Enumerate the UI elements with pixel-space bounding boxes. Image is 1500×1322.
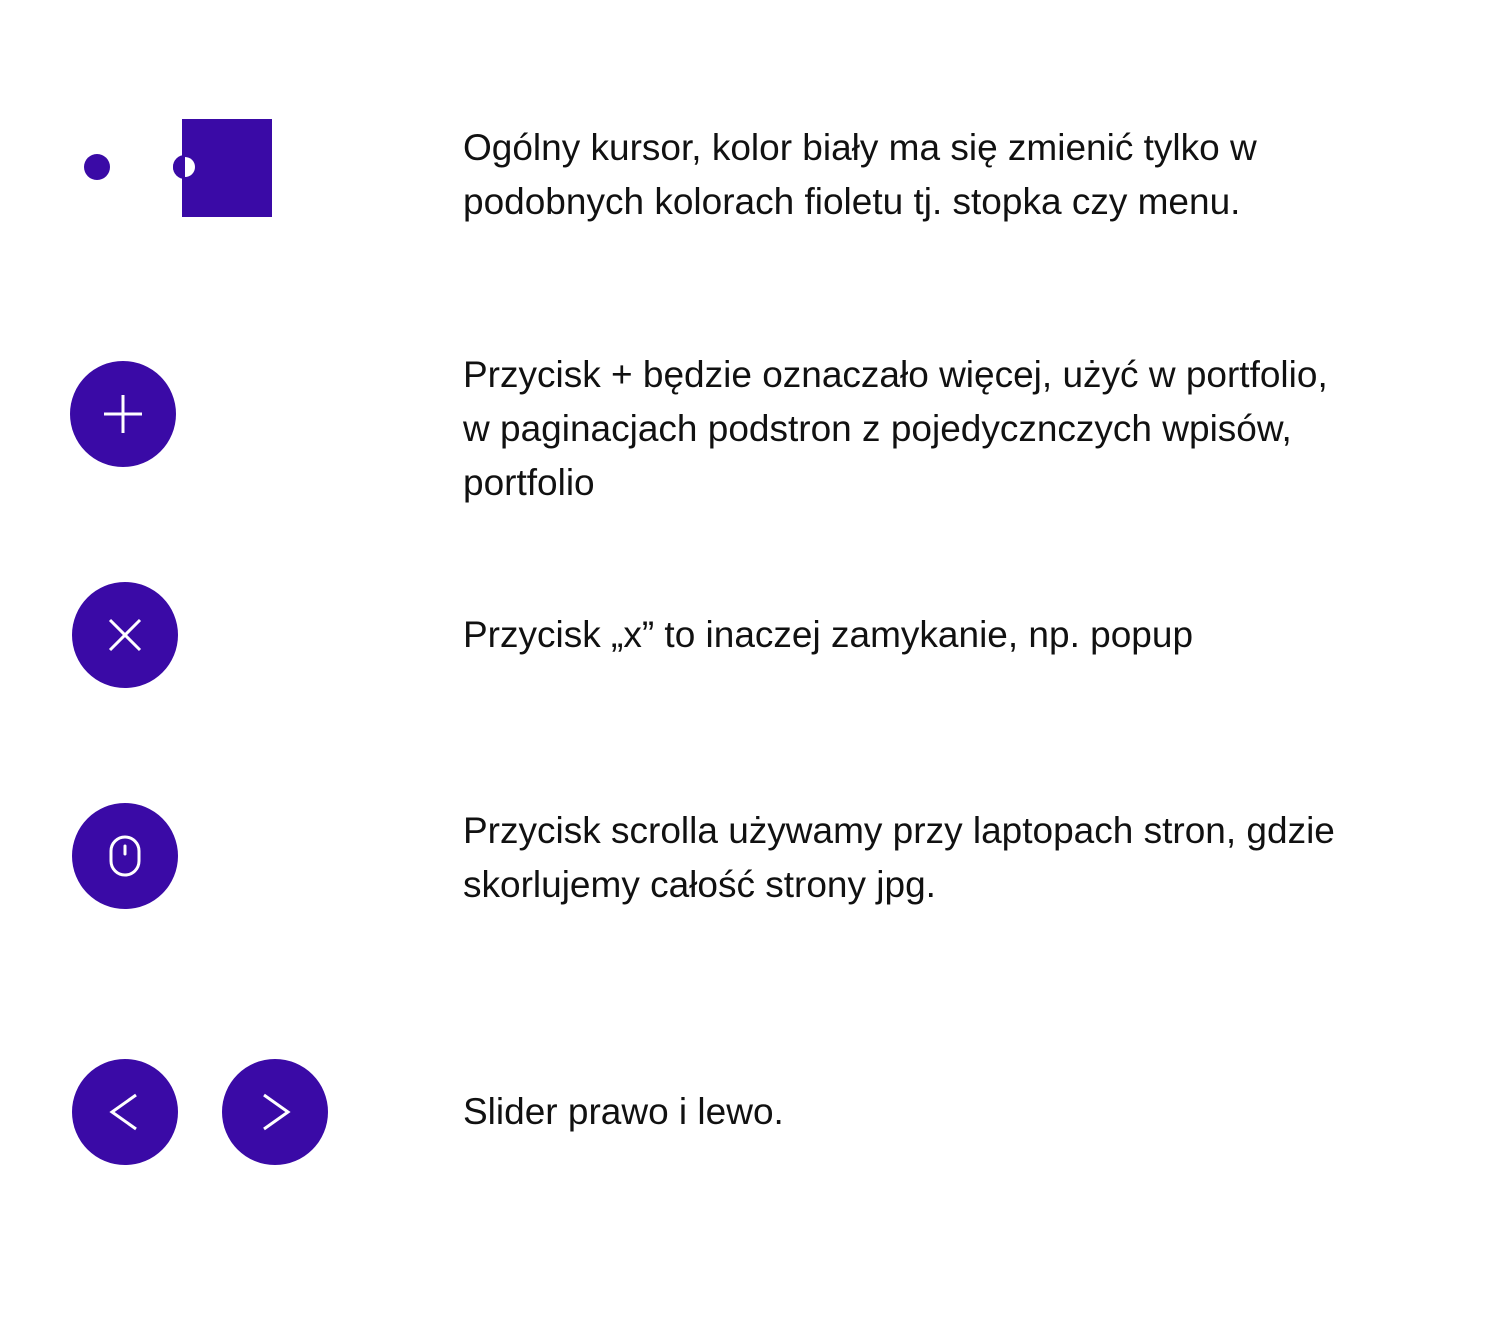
close-icon (72, 582, 178, 688)
plus-description: Przycisk + będzie oznaczało więcej, użyć w portfolio, w paginacjach podstron z pojedycznczych wpisów, portfolio (463, 354, 1328, 503)
close-description: Przycisk „x” to inaczej zamykanie, np. popup (463, 614, 1194, 655)
slider-description: Slider prawo i lewo. (463, 1091, 784, 1132)
cursor-square-icon (172, 119, 272, 217)
chevron-right-icon (222, 1059, 328, 1165)
scroll-button[interactable] (72, 803, 178, 909)
plus-button[interactable] (70, 361, 176, 467)
slider-prev-button[interactable] (72, 1059, 178, 1165)
chevron-left-icon (72, 1059, 178, 1165)
cursor-dot-icon (84, 154, 110, 180)
scroll-description: Przycisk scrolla używamy przy laptopach stron, gdzie skorlujemy całość strony jpg. (463, 810, 1335, 905)
mouse-scroll-icon (72, 803, 178, 909)
plus-icon (70, 361, 176, 467)
close-button[interactable] (72, 582, 178, 688)
cursor-description: Ogólny kursor, kolor biały ma się zmienić tylko w podobnych kolorach fioletu tj. stopka czy menu. (463, 127, 1257, 222)
slider-next-button[interactable] (222, 1059, 328, 1165)
